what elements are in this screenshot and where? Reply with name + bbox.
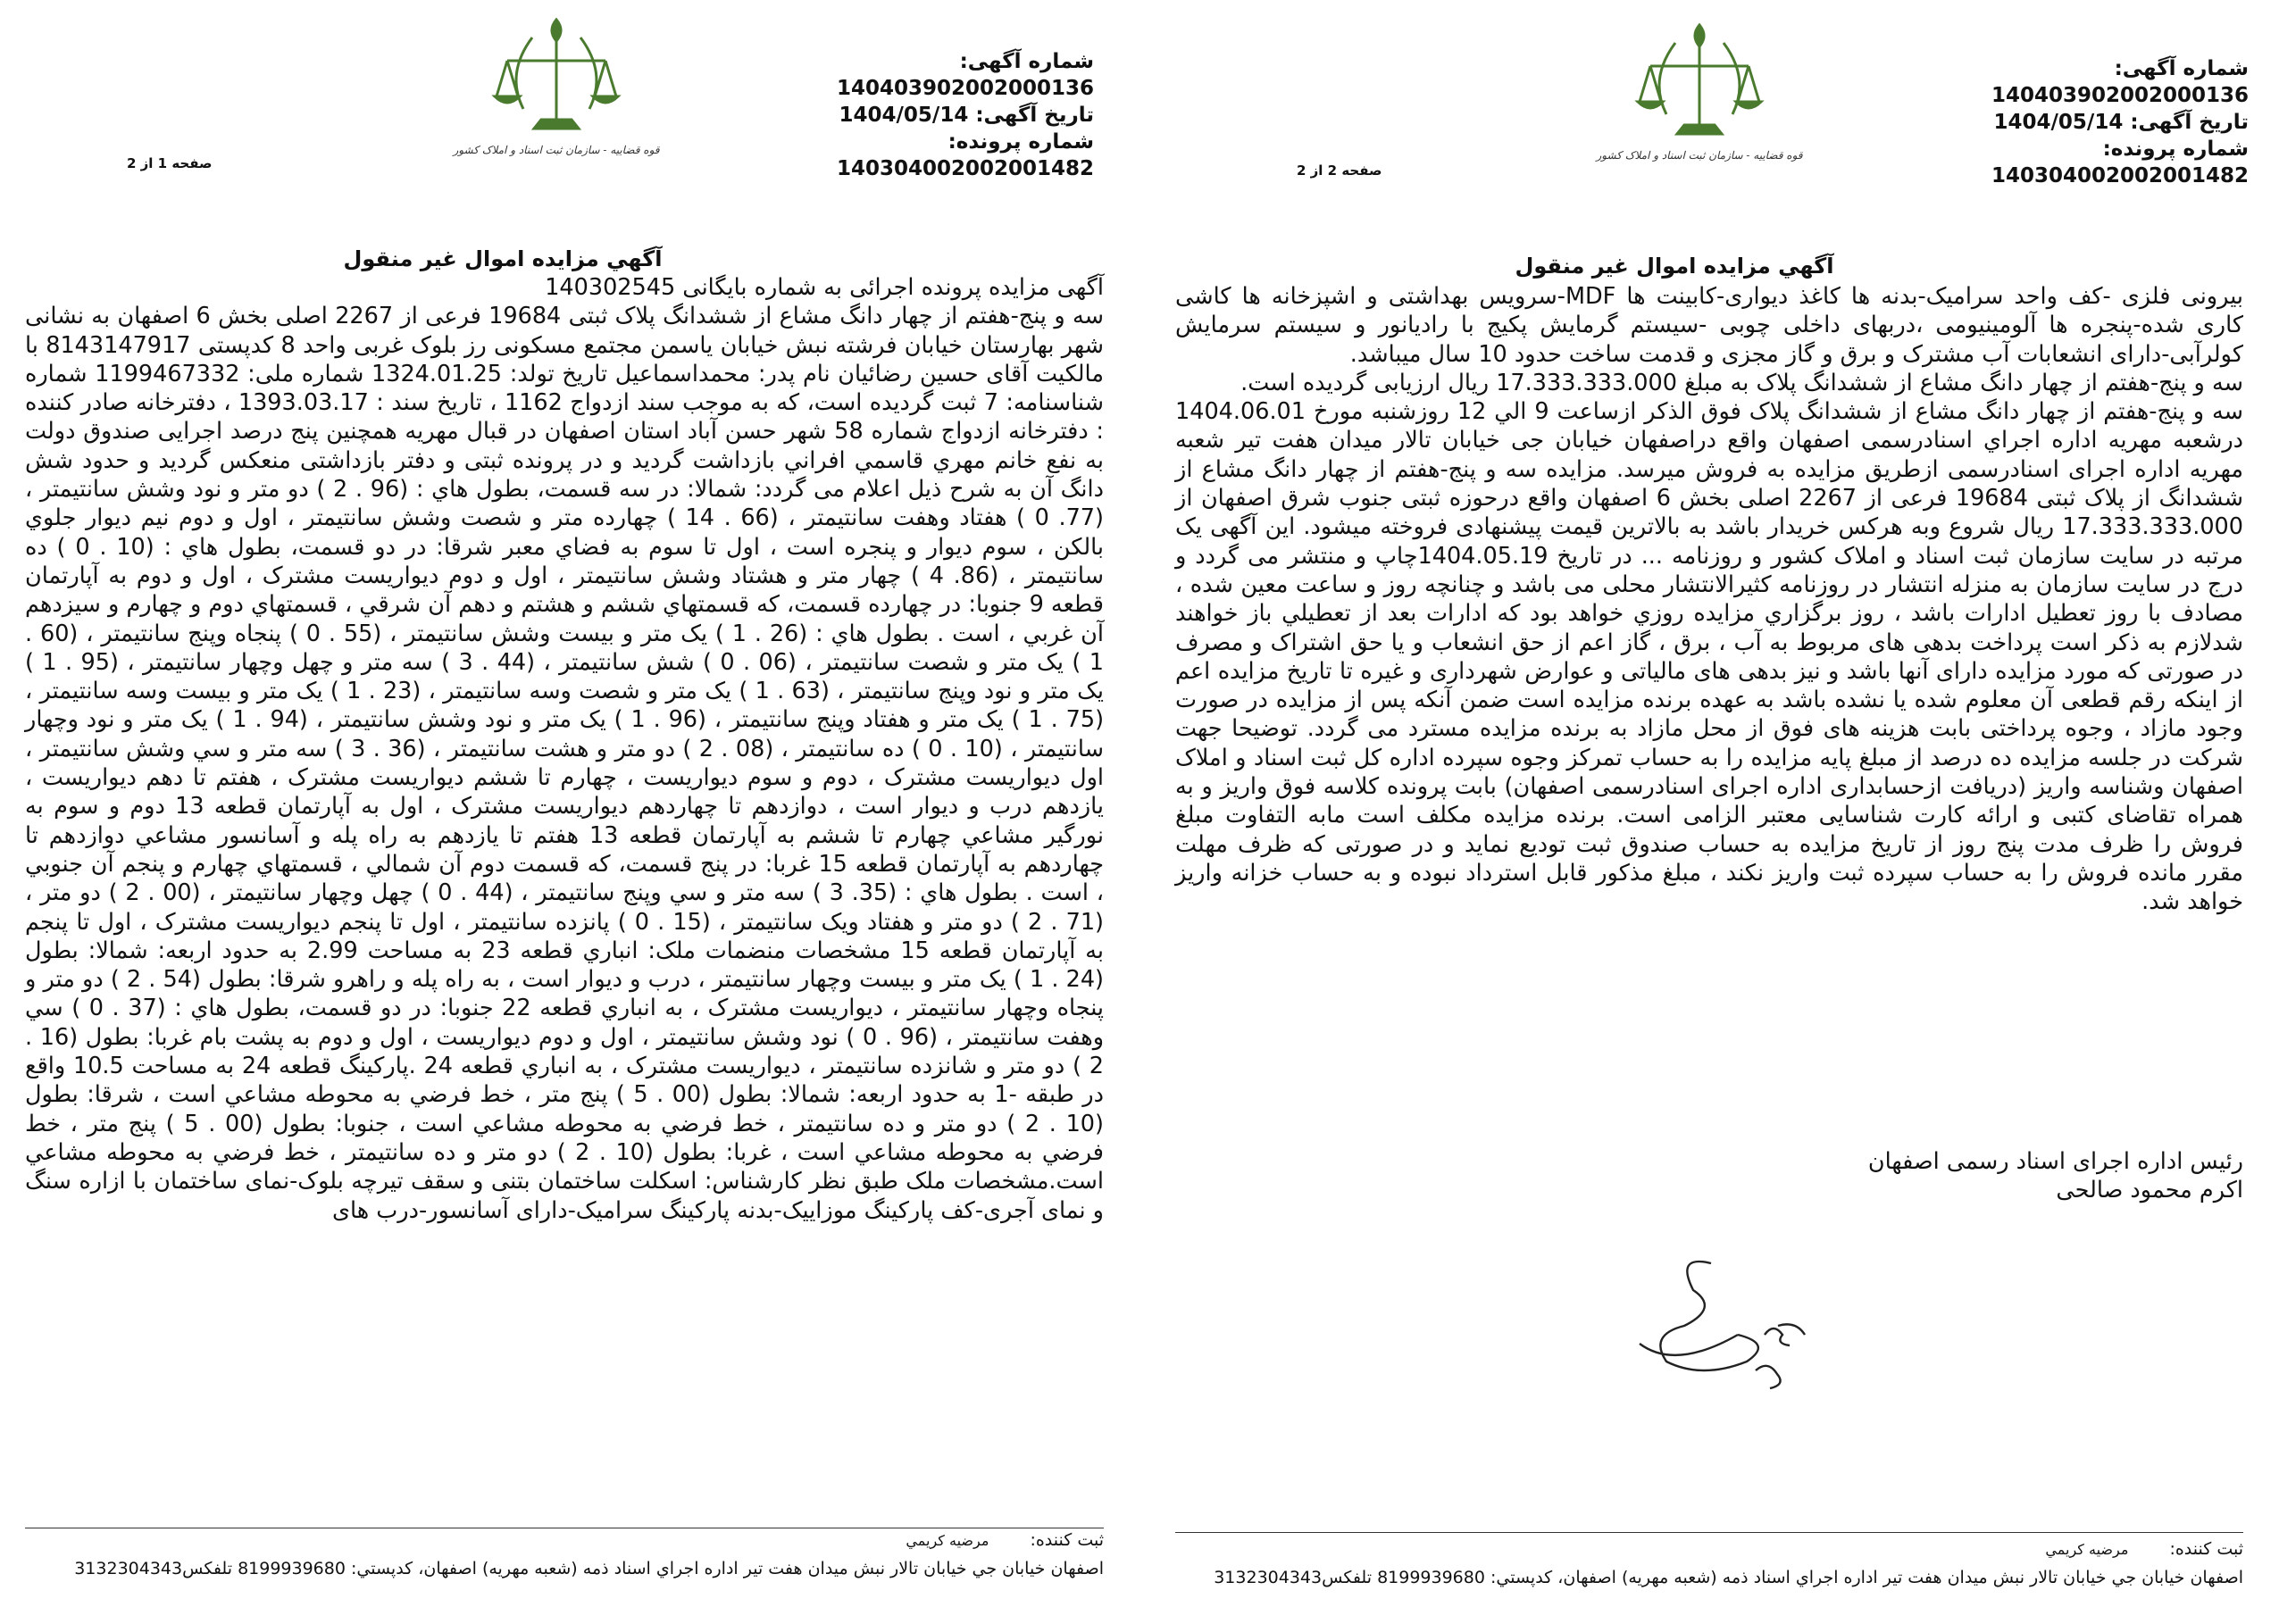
page-number: صفحه 2 از 2 — [1297, 162, 1382, 179]
file-number-label: شماره پرونده: — [2102, 137, 2249, 161]
auction-terms: سه و پنج-هفتم از چهار دانگ مشاع از ششدانگ پلاک فوق الذكر ازساعت 9 الي 12 روزشنبه مورخ 1404.06.01 درشعبه مهريه اداره اجراي اسنادرسمی اصفهان واقع دراصفهان خيابان جی خيابان تالار ميدان هفت تير شعبه مهريه اداره اجرای اسنادرسمی ازطريق مزايده به فروش ميرسد. مزايده سه و پنج-هفتم از چهار دانگ مشاع از ششدانگ از پلاک ثبتی 19684 فرعی از 2267 اصلی بخش 6 اصفهان واقع درحوزه ثبتی جنوب شرق اصفهان از 17.333.333.000 ريال شروع وبه هركس خريدار باشد به بالاترين قيمت پيشنهادی فروخته ميشود. اين آگهی يک مرتبه در سايت سازمان ثبت اسناد و املاک كشور و روزنامه ... در تاريخ 1404.05.19چاپ و منتشر می گردد و درج در سايت سازمان به منزله انتشار در روزنامه كثيرالانتشار محلی می باشد و چنانچه روز و ساعت معين شده ، مصادف با روز تعطيل ادارات باشد ، روز برگزاري مزايده روزي خواهد بود كه ادارات بعد از تعطيلي باز خواهند شدلازم به ذكر است پرداخت بدهی های مربوط به آب ، برق ، گاز اعم از حق انشعاب و يا حق اشتراک و مصرف در صورتی كه مورد مزايده دارای آنها باشد و نيز بدهی های مالياتی و عوارض شهرداری و غيره تا تاريخ مزايده اعم از اينكه رقم قطعی آن معلوم شده يا نشده باشد به عهده برنده مزايده است ضمن آنكه پس از مزايده در صورت وجود مازاد ، وجوه پرداختی بابت هزينه های فوق از محل مازاد به برنده مزايده مسترد می گردد. توضيحا جهت شركت در جلسه مزايده ده درصد از مبلغ پايه مزايده را به حساب تمركز وجوه سپرده اداره كل ثبت اسناد و املاک اصفهان وشناسه واريز (دريافت ازحسابداری اداره اجرای اسنادرسمی اصفهان) بابت پرونده كلاسه فوق واريز و به همراه تقاضای كتبی و ارائه كارت شناسايی معتبر الزامی است. برنده مزايده مكلف است مابه التفاوت مبلغ فروش را ظرف مدت پنج روز از تاريخ مزايده به حساب صندوق ثبت توديع نمايد و در صورتی كه ظرف مهلت مقرر مانده فروش را به حساب سپرده ثبت واريز نكند ، مبلغ مذكور قابل استرداد نبوده و به حساب خزانه واريز خواهد شد. — [1175, 398, 2243, 916]
notice-number-label: شماره آگهی: — [2114, 57, 2249, 80]
emblem-caption: قوه قضاییه - سازمان ثبت اسناد و املاک کشور — [453, 144, 660, 156]
page-title: آگهي مزايده اموال غير منقول — [1515, 254, 1834, 279]
notice-date-row — [710, 102, 1094, 129]
notice-date-label: تاریخ آگهی: — [2130, 111, 2249, 134]
office-address: اصفهان خيابان جي خيابان تالار نبش ميدان هفت تير اداره اجراي اسناد ذمه (شعبه مهريه) اصفهان، كدپستي: 8199939680 تلفكس3132304343 — [1214, 1568, 2243, 1587]
notice-date: 1404/05/14 — [839, 104, 969, 127]
official-name: اكرم محمود صالحی — [2056, 1177, 2243, 1203]
page-two — [1140, 0, 2279, 1624]
emblem-caption: قوه قضاییه - سازمان ثبت اسناد و املاک کشور — [1596, 149, 1803, 162]
property-description: سه و پنج-هفتم از چهار دانگ مشاع از ششدانگ پلاک ثبتی 19684 فرعی از 2267 اصلی بخش 6 اصفهان به نشانی شهر بهارستان خیابان فرشته نبش خیابان یاسمن مجتمع مسکونی رز بلوک غربی واحد 8 کدپستی 8143147917 با مالکيت آقای حسين رضائيان نام پدر: محمداسماعيل تاريخ تولد: 1324.01.25 شماره ملی: 1199467332 شماره شناسنامه: 7 ثبت گرديده است، كه به موجب سند ازدواج 1162 ، تاريخ سند : 1393.03.17 ، دفترخانه صادر كننده : دفترخانه ازدواج شماره 58 شهر حسن آباد استان اصفهان در قبال مهريه همچنين پنج درصد اجرايی صندوق دولت به نفع خانم مهري قاسمي افراني بازداشت گرديد و در پرونده ثبتی و دفتر بازداشتی منعكس گرديد و حدود شش دانگ آن به شرح ذيل اعلام می گردد: شمالا: در سه قسمت، بطول هاي : (96 . 2 ) دو متر و نود وشش سانتيمتر ، (77. 0 ) هفتاد وهفت سانتيمتر ، (66 . 14 ) چهارده متر و شصت وشش سانتيمتر ، اول و دوم نيم ديوار جلوي بالكن ، سوم ديوار و پنجره است ، اول تا سوم به فضاي معبر شرقا: در دو قسمت، بطول هاي : (10 . 0 ) ده سانتيمتر ، (86. 4 ) چهار متر و هشتاد وشش سانتيمتر ، اول و دوم ديواريست مشترک ، اول و دوم به آپارتمان قطعه 9 جنوبا: در چهارده قسمت، كه قسمتهاي ششم و هشتم و دهم آن شرقي ، قسمتهاي دوم و چهارم و سيزدهم آن غربي ، است . بطول هاي : (26 . 1 ) يک متر و بيست وشش سانتيمتر ، (55 . 0 ) پنجاه وپنج سانتيمتر ، (60 . 1 ) يک متر و شصت سانتيمتر ، (06 . 0 ) شش سانتيمتر ، (44 . 3 ) سه متر و چهل وچهار سانتيمتر ، (95 . 1 ) يک متر و نود وپنج سانتيمتر ، (63 . 1 ) يک متر و شصت وسه سانتيمتر ، (23 . 1 ) يک متر و بيست وسه سانتيمتر ، (75 . 1 ) يک متر و هفتاد وپنج سانتيمتر ، (96 . 1 ) يک متر و نود وشش سانتيمتر ، (94 . 1 ) يک متر و نود وچهار سانتيمتر ، (10 . 0 ) ده سانتيمتر ، (08 . 2 ) دو متر و هشت سانتيمتر ، (36 . 3 ) سه متر و سي وشش سانتيمتر ، اول ديواريست مشترک ، دوم و سوم ديواريست ، چهارم تا ششم ديواريست مشترک ، هفتم تا دهم ديواريست ، يازدهم درب و ديوار است ، دوازدهم تا چهاردهم ديواريست مشترک ، اول به آپارتمان قطعه 13 دوم و سوم به نورگير مشاعي چهارم تا ششم به آپارتمان قطعه 13 هفتم تا يازدهم به راه پله و آسانسور مشاعي دوازدهم تا چهاردهم به آپارتمان قطعه 15 غربا: در پنج قسمت، كه قسمت دوم آن شمالي ، قسمتهاي چهارم و پنجم آن جنوبي ، است . بطول هاي : (35. 3 ) سه متر و سي وپنج سانتيمتر ، (44 . 0 ) چهل وچهار سانتيمتر ، (00 . 2 ) دو متر ، (71 . 2 ) دو متر و هفتاد ويک سانتيمتر ، (15 . 0 ) پانزده سانتيمتر ، اول تا پنجم ديواريست مشترک ، اول تا پنجم به آپارتمان قطعه 15 مشخصات منضمات ملک: انباري قطعه 23 به مساحت 2.99 به حدود اربعه: شمالا: بطول (24 . 1 ) يک متر و بيست وچهار سانتيمتر ، درب و ديوار است ، به راه پله و راهرو شرقا: بطول (54 . 2 ) دو متر و پنجاه وچهار سانتيمتر ، ديواريست مشترک ، به انباري قطعه 22 جنوبا: در دو قسمت، بطول هاي : (37 . 0 ) سي وهفت سانتيمتر ، (96 . 0 ) نود وشش سانتيمتر ، اول و دوم ديواريست ، اول و دوم به پشت بام غربا: بطول (16 . 2 ) دو متر و شانزده سانتيمتر ، ديواريست مشترک ، به انباري قطعه 24 .پاركينگ قطعه 24 به مساحت 10.5 واقع در طبقه -1 به حدود اربعه: شمالا: بطول (00 . 5 ) پنج متر ، خط فرضي به محوطه مشاعي است ، شرقا: بطول (10 . 2 ) دو متر و ده سانتيمتر ، خط فرضي به محوطه مشاعي است ، جنوبا: بطول (00 . 5 ) پنج متر ، خط فرضي به محوطه مشاعي است ، غربا: بطول (10 . 2 ) دو متر و ده سانتيمتر ، خط فرضي به محوطه مشاعي است.مشخصات ملک طبق نظر كارشناس: اسكلت ساختمان بتنی و سقف تيرچه بلوک-نمای ساختمان با ازاره سنگ و نمای آجری-كف پاركينگ موزاييک-بدنه پاركينگ سراميک-دارای آسانسور-درب های — [25, 303, 1105, 1224]
judiciary-emblem-icon — [1596, 16, 1803, 208]
handwritten-signature-icon — [1586, 1237, 1854, 1415]
office-address: اصفهان خيابان جي خيابان تالار نبش ميدان هفت تير اداره اجراي اسناد ذمه (شعبه مهريه) اصفهان، كدپستي: 8199939680 تلفكس3132304343 — [74, 1559, 1104, 1578]
file-number: 140304002002001482 — [836, 157, 1094, 180]
footer-divider — [1175, 1532, 2243, 1533]
appraisal-value: سه و پنج-هفتم از چهار دانگ مشاع از ششدانگ پلاک به مبلغ 17.333.333.000 ريال ارزيابی گرديده است. — [1240, 369, 2243, 396]
registrar-label: ثبت كننده: — [2169, 1539, 2243, 1559]
registrar — [1854, 1539, 2243, 1559]
notice-date: 1404/05/14 — [1993, 111, 2124, 134]
official-signature-block — [1765, 1147, 2243, 1204]
file-number-row — [1859, 136, 2249, 189]
judiciary-emblem-icon — [453, 11, 660, 203]
notice-body — [1175, 282, 2243, 917]
registrar-name: مرضيه كريمي — [2045, 1541, 2129, 1558]
notice-header — [710, 48, 1094, 182]
notice-number-row — [1859, 55, 2249, 109]
registrar-label: ثبت كننده: — [1030, 1530, 1104, 1550]
notice-date-label: تاریخ آگهی: — [975, 104, 1094, 127]
registrar-name: مرضيه كريمي — [906, 1532, 989, 1549]
notice-header — [1859, 55, 2249, 189]
notice-number: 140403902002000136 — [836, 77, 1094, 100]
notice-number-label: شماره آگهی: — [959, 50, 1094, 73]
page-number: صفحه 1 از 2 — [127, 155, 213, 171]
archive-intro: آگهی مزايده پرونده اجرائی به شماره بايگانی 140302545 — [545, 274, 1104, 301]
file-number: 140304002002001482 — [1991, 164, 2249, 187]
notice-number-row — [710, 48, 1094, 102]
registrar — [714, 1530, 1104, 1550]
file-number-label: شماره پرونده: — [947, 130, 1094, 154]
notice-body — [25, 273, 1104, 1225]
property-specs-continued: بيرونی فلزی -كف واحد سراميک-بدنه ها كاغذ ديواری-كابينت ها MDF-سرويس بهداشتی و اشپزخانه ها كاشی كاری شده-پنجره ها آلومينيومی ،دربهای داخلی چوبی -سيستم گرمايش پكيج با راديانور و سيستم سرمايش كولرآبی-دارای انشعابات آب مشترک و برق و گاز مجزی و قدمت ساخت حدود 10 سال ميباشد. — [1175, 283, 2243, 368]
file-number-row — [710, 129, 1094, 182]
official-title: رئيس اداره اجرای اسناد رسمی اصفهان — [1867, 1148, 2243, 1175]
notice-date-row — [1859, 109, 2249, 136]
notice-number: 140403902002000136 — [1991, 84, 2249, 107]
page-title: آگهي مزايده اموال غير منقول — [343, 246, 663, 271]
